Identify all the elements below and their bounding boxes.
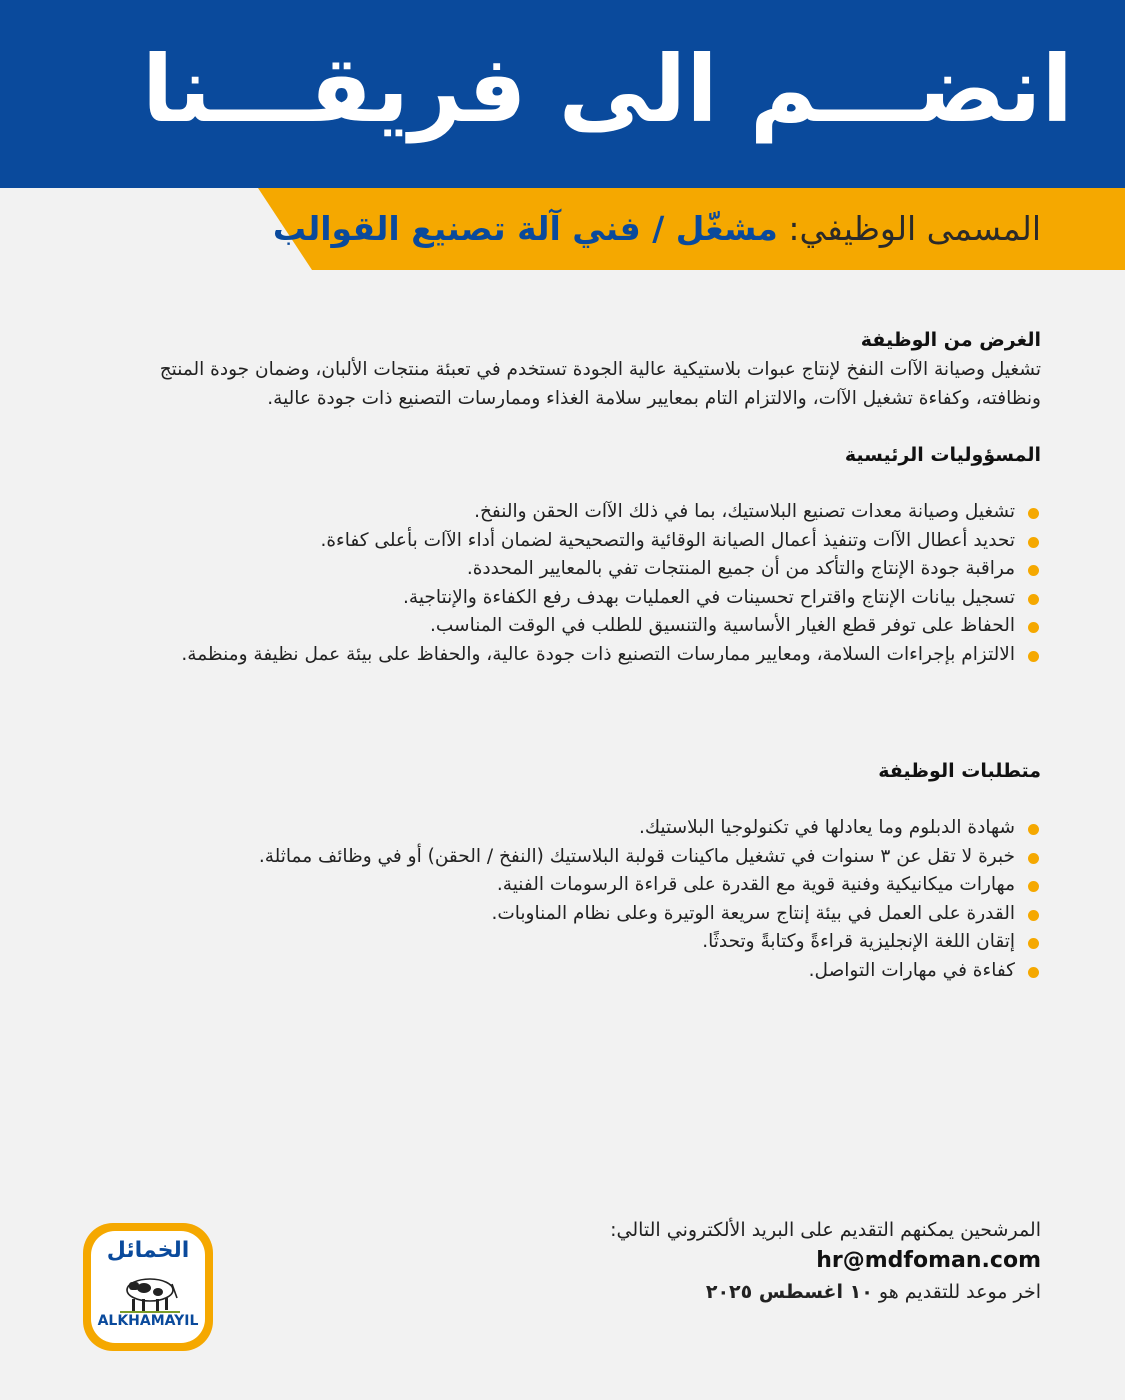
list-item: كفاءة في مهارات التواصل. [121, 957, 1041, 986]
requirements-section [121, 756, 1041, 985]
bullet-dot-icon [1028, 651, 1039, 662]
purpose-title: الغرض من الوظيفة [860, 329, 1041, 351]
page-title: انضـــم الى فريقـــنا [141, 36, 1073, 143]
bullet-dot-icon [1028, 537, 1039, 548]
bullet-dot-icon [1028, 565, 1039, 576]
list-item: تشغيل وصيانة معدات تصنيع البلاستيك، بما في ذلك الآات الحقن والنفخ. [121, 498, 1041, 527]
job-title-line [273, 202, 1041, 256]
bullet-dot-icon [1028, 824, 1039, 835]
deadline-label: اخر موعد للتقديم هو [872, 1281, 1041, 1303]
list-item: مهارات ميكانيكية وفنية قوية مع القدرة على قراءة الرسومات الفنية. [121, 871, 1041, 900]
responsibilities-section [121, 440, 1041, 669]
bullet-dot-icon [1028, 853, 1039, 864]
header-band [0, 0, 1125, 188]
bullet-dot-icon [1028, 881, 1039, 892]
deadline-date: ١٠ اغسطس ٢٠٢٥ [705, 1281, 873, 1303]
list-item: تحديد أعطال الآات وتنفيذ أعمال الصيانة الوقائية والتصحيحية لضمان أداء الآات بأعلى كفاءة. [121, 527, 1041, 556]
bullet-dot-icon [1028, 938, 1039, 949]
purpose-text: تشغيل وصيانة الآات النفخ لإنتاج عبوات بلاستيكية عالية الجودة تستخدم في تعبئة منتجات الألبان، وضمان جودة المنتج ونظافته، وكفاءة تشغيل الآات، والالتزام التام بمعايير سلامة الغذاء وممارسات التصنيع ذات جودة عالية. [159, 359, 1041, 409]
apply-section [441, 1215, 1041, 1307]
job-title-label: المسمى الوظيفي: [788, 209, 1041, 248]
list-item: خبرة لا تقل عن ٣ سنوات في تشغيل ماكينات قولبة البلاستيك (النفخ / الحقن) أو في وظائف مماثلة. [121, 843, 1041, 872]
responsibilities-title: المسؤوليات الرئيسية [844, 444, 1041, 466]
bullet-dot-icon [1028, 508, 1039, 519]
responsibilities-list [121, 498, 1041, 669]
list-item: تسجيل بيانات الإنتاج واقتراح تحسينات في العمليات بهدف رفع الكفاءة والإنتاجية. [121, 584, 1041, 613]
company-logo [80, 1220, 216, 1354]
bullet-dot-icon [1028, 967, 1039, 978]
bullet-dot-icon [1028, 910, 1039, 921]
list-item: إتقان اللغة الإنجليزية قراءةً وكتابةً وتحدثًا. [121, 928, 1041, 957]
job-title-banner [0, 188, 1125, 270]
list-item: مراقبة جودة الإنتاج والتأكد من أن جميع المنتجات تفي بالمعايير المحددة. [121, 555, 1041, 584]
requirements-list [121, 814, 1041, 985]
list-item: الحفاظ على توفر قطع الغيار الأساسية والتنسيق للطلب في الوقت المناسب. [121, 612, 1041, 641]
bullet-dot-icon [1028, 594, 1039, 605]
logo-text-english: ALKHAMAYIL [97, 1313, 199, 1329]
apply-deadline [441, 1277, 1041, 1307]
apply-email-link[interactable]: hr@mdfoman.com [816, 1248, 1041, 1273]
logo-text-arabic: الخمائل [106, 1238, 190, 1263]
job-title-value: مشغّل / فني آلة تصنيع القوالب [272, 209, 778, 248]
bullet-dot-icon [1028, 622, 1039, 633]
apply-instructions: المرشحين يمكنهم التقديم على البريد الألكتروني التالي: [610, 1219, 1041, 1241]
list-item: شهادة الدبلوم وما يعادلها في تكنولوجيا البلاستيك. [121, 814, 1041, 843]
purpose-section [121, 325, 1041, 413]
list-item: الالتزام بإجراءات السلامة، ومعايير ممارسات التصنيع ذات جودة عالية، والحفاظ على بيئة عمل نظيفة ومنظمة. [121, 641, 1041, 670]
requirements-title: متطلبات الوظيفة [878, 760, 1041, 782]
list-item: القدرة على العمل في بيئة إنتاج سريعة الوتيرة وعلى نظام المناوبات. [121, 900, 1041, 929]
